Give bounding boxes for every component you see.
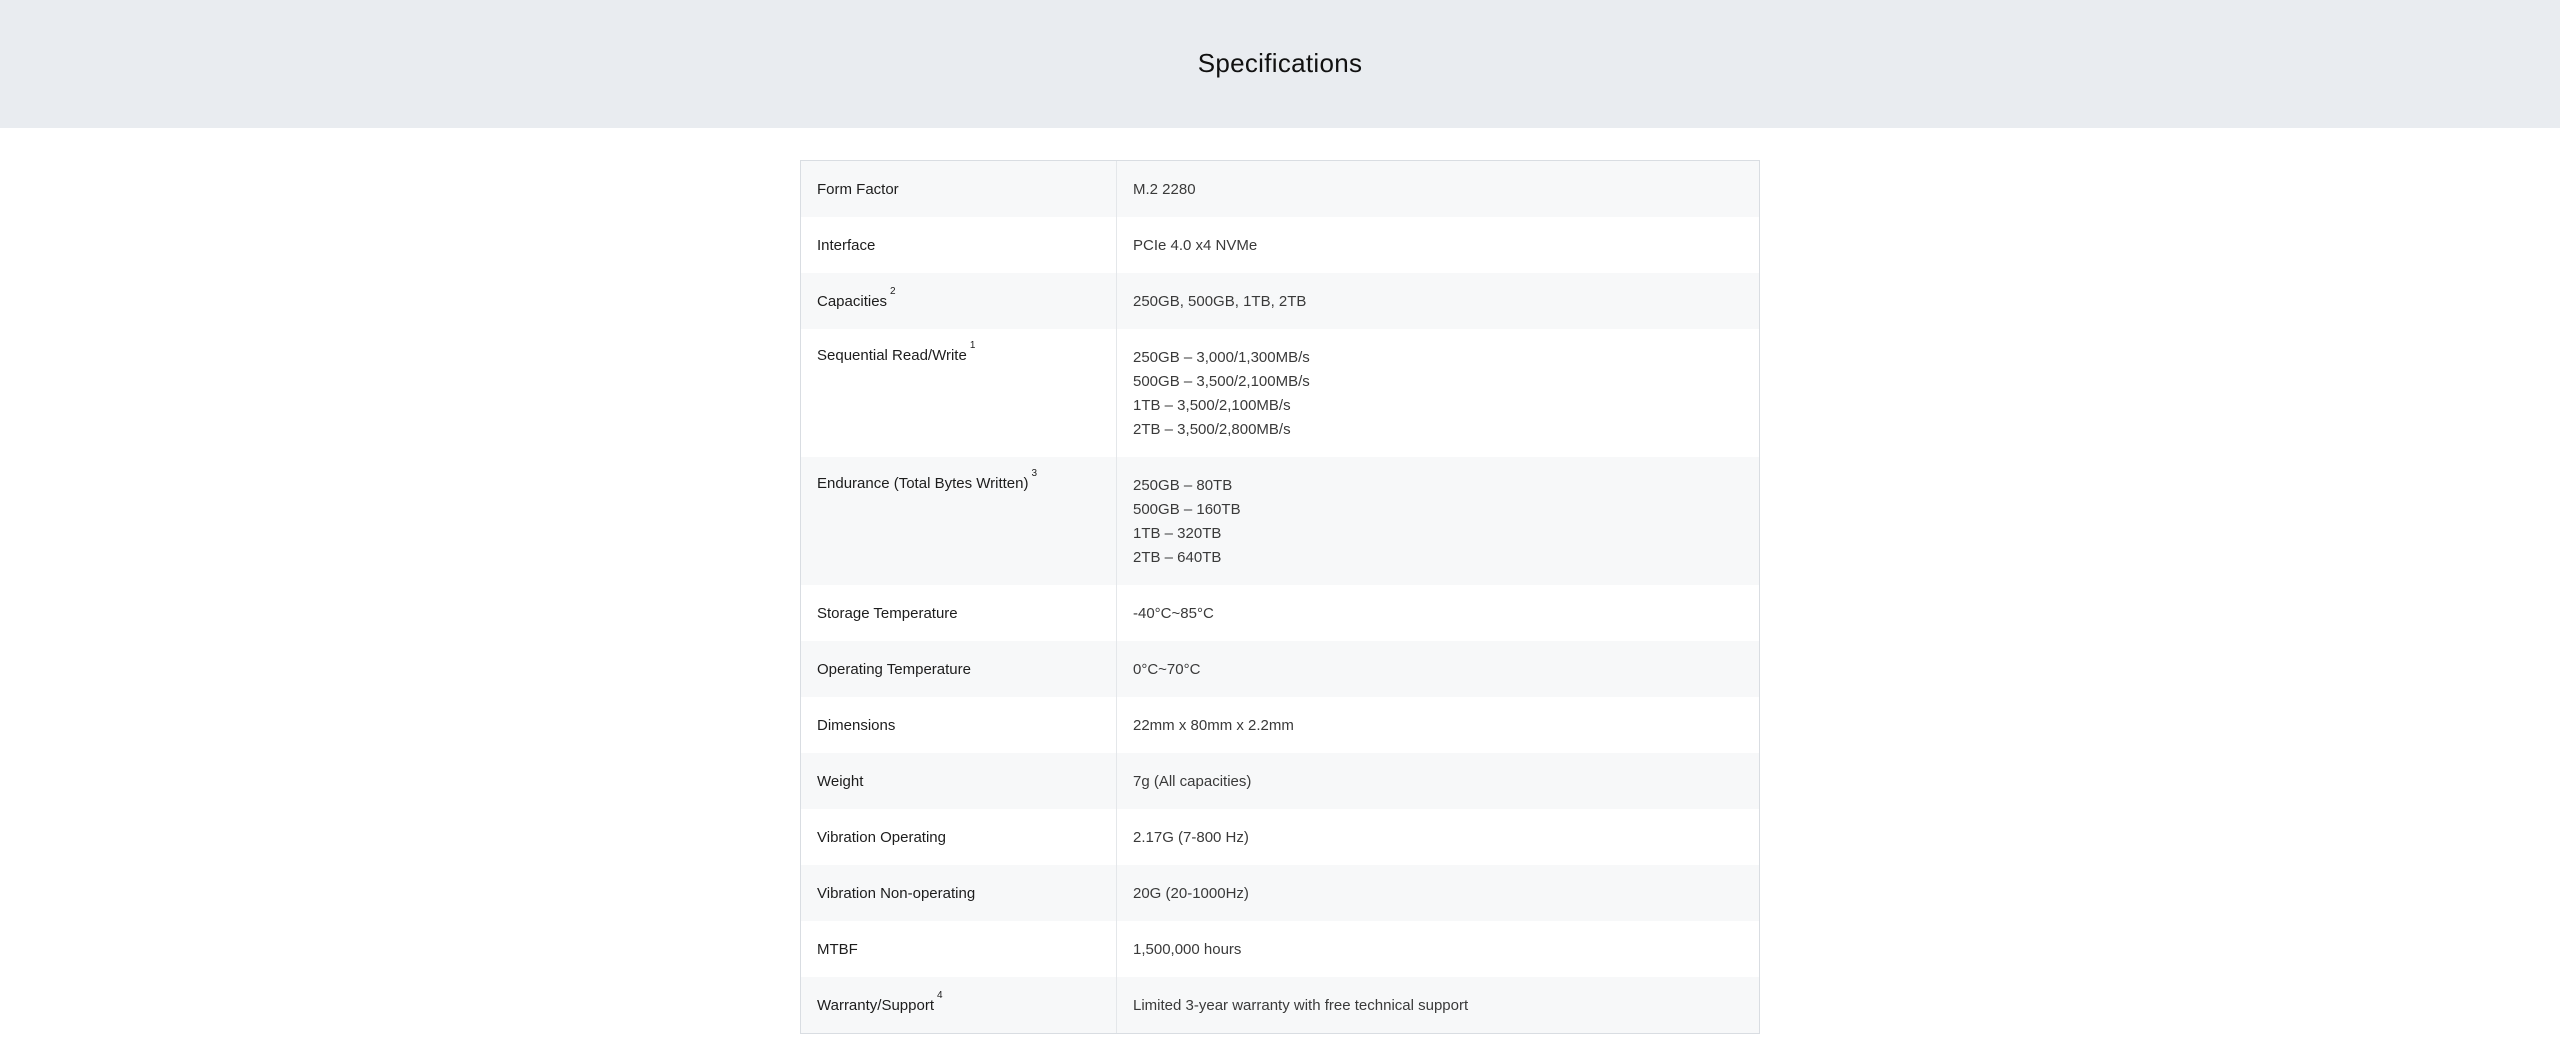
spec-label-text: Vibration Non-operating: [817, 885, 976, 902]
spec-label-text: Weight: [817, 773, 864, 790]
spec-row-vibration-non-operating: [801, 865, 1759, 921]
spec-label-text: Form Factor: [817, 181, 899, 198]
spec-label: [801, 809, 1117, 865]
page-header: [0, 0, 2560, 128]
spec-value: [1117, 921, 1759, 977]
spec-value-line: 22mm x 80mm x 2.2mm: [1133, 717, 1294, 734]
spec-label: [801, 921, 1117, 977]
spec-label: [801, 977, 1117, 1033]
spec-row-vibration-operating: [801, 809, 1759, 865]
spec-value: [1117, 753, 1759, 809]
spec-value: [1117, 641, 1759, 697]
spec-row-mtbf: [801, 921, 1759, 977]
spec-label: [801, 697, 1117, 753]
footnote-marker: 4: [937, 990, 943, 1001]
spec-label: [801, 329, 1117, 457]
spec-value: [1117, 865, 1759, 921]
spec-label: [801, 273, 1117, 329]
spec-label: [801, 641, 1117, 697]
spec-value: [1117, 585, 1759, 641]
spec-value-line: 2.17G (7-800 Hz): [1133, 829, 1249, 846]
footnote-marker: 3: [1031, 468, 1038, 479]
spec-value: [1117, 977, 1759, 1033]
spec-row-capacities: [801, 273, 1759, 329]
spec-row-operating-temperature: [801, 641, 1759, 697]
spec-row-sequential-read-write: [801, 329, 1759, 457]
spec-row-warranty-support: [801, 977, 1759, 1033]
spec-label-text: Endurance (Total Bytes Written): [817, 475, 1029, 492]
spec-label: [801, 457, 1117, 585]
spec-label: [801, 865, 1117, 921]
spec-value: [1117, 273, 1759, 329]
spec-value-line: 2TB – 3,500/2,800MB/s: [1133, 421, 1291, 438]
spec-value-line: 20G (20-1000Hz): [1133, 885, 1249, 902]
spec-row-weight: [801, 753, 1759, 809]
footnote-marker: 1: [969, 340, 976, 351]
spec-label: [801, 753, 1117, 809]
spec-value-line: 250GB – 3,000/1,300MB/s: [1133, 349, 1310, 366]
spec-label: [801, 217, 1117, 273]
spec-value: [1117, 457, 1759, 585]
spec-label-text: Sequential Read/Write: [817, 347, 967, 364]
spec-value-line: 500GB – 3,500/2,100MB/s: [1133, 373, 1310, 390]
spec-label-text: Interface: [817, 237, 876, 254]
spec-value-line: 0°C~70°C: [1133, 661, 1201, 678]
spec-value-line: 500GB – 160TB: [1133, 501, 1241, 518]
spec-label: [801, 161, 1117, 217]
spec-value: [1117, 809, 1759, 865]
spec-value-line: M.2 2280: [1133, 181, 1196, 198]
spec-row-dimensions: [801, 697, 1759, 753]
spec-label-text: MTBF: [817, 941, 858, 958]
spec-row-storage-temperature: [801, 585, 1759, 641]
spec-value-line: 1,500,000 hours: [1133, 941, 1242, 958]
spec-value-line: PCIe 4.0 x4 NVMe: [1133, 237, 1258, 254]
spec-row-form-factor: [801, 161, 1759, 217]
page-title: Specifications: [1197, 47, 1363, 78]
spec-value-line: 2TB – 640TB: [1133, 549, 1222, 566]
spec-value-line: Limited 3-year warranty with free technical support: [1133, 997, 1469, 1014]
spec-label-text: Vibration Operating: [817, 829, 946, 846]
spec-value-line: 250GB – 80TB: [1133, 477, 1233, 494]
spec-value: [1117, 217, 1759, 273]
spec-value: [1117, 329, 1759, 457]
spec-value: [1117, 161, 1759, 217]
spec-row-interface: [801, 217, 1759, 273]
spec-label-text: Warranty/Support: [817, 997, 934, 1014]
spec-value: [1117, 697, 1759, 753]
footnote-marker: 2: [890, 286, 896, 297]
spec-value-line: 1TB – 3,500/2,100MB/s: [1133, 397, 1291, 414]
spec-label: [801, 585, 1117, 641]
spec-label-text: Dimensions: [817, 717, 896, 734]
specifications-table: [800, 160, 1760, 1034]
spec-value-line: 250GB, 500GB, 1TB, 2TB: [1133, 293, 1307, 310]
spec-label-text: Capacities: [817, 293, 888, 310]
spec-value-line: 1TB – 320TB: [1133, 525, 1222, 542]
spec-label-text: Operating Temperature: [817, 661, 971, 678]
spec-value-line: 7g (All capacities): [1133, 773, 1252, 790]
spec-row-endurance: [801, 457, 1759, 585]
spec-label-text: Storage Temperature: [817, 605, 958, 622]
spec-value-line: -40°C~85°C: [1133, 605, 1214, 622]
